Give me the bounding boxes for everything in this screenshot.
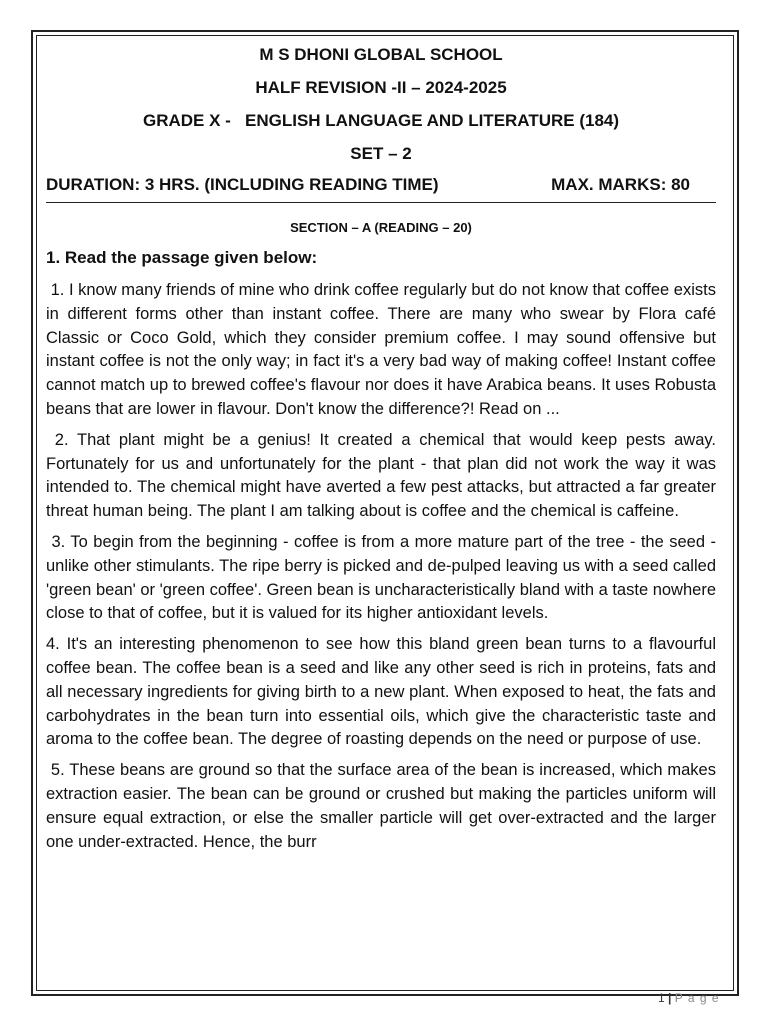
passage-paragraph-3: 3. To begin from the beginning - coffee is from a more mature part of the tree - the seed - unlike other stimulants. The ripe berry is picked and de-pulped leaving us with a seed called 'green bean' or 'green coffee'. Green bean is uncharacteristically bland with a taste nowhere close to that of coffee, but it is valued for its higher antioxidant levels. bbox=[46, 532, 721, 623]
page-word: P a g e bbox=[674, 991, 720, 1005]
page-number: 1 bbox=[658, 991, 665, 1005]
max-marks-text: MAX. MARKS: 80 bbox=[551, 175, 690, 194]
document-content bbox=[46, 38, 721, 854]
passage-paragraph-2: 2. That plant might be a genius! It created a chemical that would keep pests away. Fortunately for us and unfortunately for the plant - that plan did not work the way it was intended to. The chemical might have averted a few pest attacks, but attracted a far greater threat human being. The plant I am talking about is coffee and the chemical is caffeine. bbox=[46, 430, 721, 521]
question-heading: 1. Read the passage given below: bbox=[46, 248, 318, 267]
set-label: SET – 2 bbox=[350, 144, 412, 163]
page-footer bbox=[658, 991, 720, 1005]
duration-text: DURATION: 3 HRS. (INCLUDING READING TIME) bbox=[46, 175, 439, 194]
passage-paragraph-4: 4. It's an interesting phenomenon to see how this bland green bean turns to a flavourful coffee bean. The coffee bean is a seed and like any other seed is rich in proteins, fats and all necessary ingredients for giving birth to a new plant. When exposed to heat, the fats and carbohydrates in the bean turn into essential oils, which give the characteristic taste and aroma to the coffee bean. The degree of roasting depends on the need or purpose of use. bbox=[46, 635, 721, 749]
school-name: M S DHONI GLOBAL SCHOOL bbox=[259, 45, 503, 64]
passage-paragraph-1: 1. I know many friends of mine who drink coffee regularly but do not know that coffee exists in different forms other than instant coffee. There are many who swear by Flora café Classic or Coco Gold, which they consider premium coffee. I may sound offensive but instant coffee is not the only way; in fact it's a very bad way of making coffee! Instant coffee cannot match up to brewed coffee's flavour nor does it have Arabica beans. It uses Robusta beans that are lower in flavour. Don't know the difference?! Read on ... bbox=[46, 281, 721, 418]
section-title: SECTION – A (READING – 20) bbox=[290, 220, 472, 235]
exam-info-row bbox=[46, 172, 716, 203]
exam-title: HALF REVISION -II – 2024-2025 bbox=[255, 78, 507, 97]
subject-title: GRADE X - ENGLISH LANGUAGE AND LITERATURE (184) bbox=[142, 111, 620, 130]
page-separator: | bbox=[668, 991, 672, 1005]
passage-paragraph-5: 5. These beans are ground so that the surface area of the bean is increased, which makes extraction easier. The bean can be ground or crushed but making the particles uniform will ensure equal extraction, or else the smaller particle will get over-extracted and the larger one under-extracted. Hence, the burr bbox=[46, 761, 721, 851]
